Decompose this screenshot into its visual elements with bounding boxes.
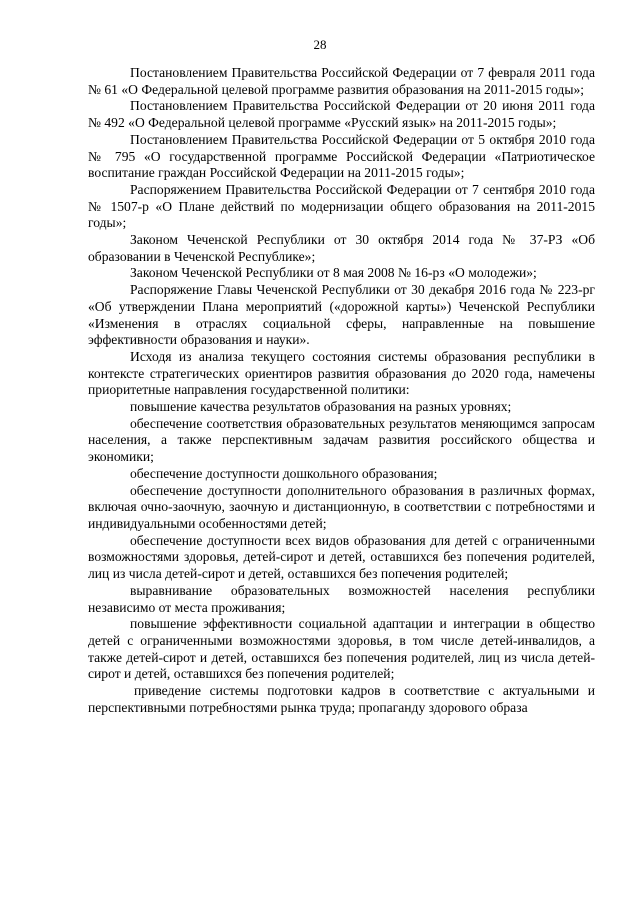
paragraph-decree-492: Постановлением Правительства Российской Федерации от 20 июня 2011 года № 492 «О Федеральной целевой программе «Русский язык» на 2011-2015 годы»; bbox=[88, 98, 595, 131]
paragraph-law-37: Законом Чеченской Республики от 30 октября 2014 года № 37-РЗ «Об образовании в Чеченской Республике»; bbox=[88, 232, 595, 264]
document-body bbox=[88, 65, 595, 716]
paragraph-order-1507: Распоряжением Правительства Российской Федерации от 7 сентября 2010 года № 1507-р «О Плане действий по модернизации общего образования на 2011-2015 годы»; bbox=[88, 181, 595, 231]
paragraph-decree-795: Постановлением Правительства Российской Федерации от 5 октября 2010 года № 795 «О государственной программе Российской Федерации «Патриотическое воспитание граждан Российской Федерации на 2011-2015 годы»; bbox=[88, 131, 595, 181]
page-number: 28 bbox=[313, 37, 327, 52]
paragraph-priority-equalization: выравнивание образовательных возможностей населения республики независимо от места проживания; bbox=[88, 582, 595, 615]
paragraph-decree-61: Постановлением Правительства Российской Федерации от 7 февраля 2011 года № 61 «О Федеральной целевой программе развития образования на 2011-2015 годы»; bbox=[88, 65, 595, 97]
paragraph-priority-accessibility: обеспечение доступности всех видов образования для детей с ограниченными возможностями здоровья, детей-сирот и детей, оставшихся без попечения родителей, лиц из числа детей-сирот и детей, оставшихся без попечения родителей; bbox=[88, 532, 595, 582]
paragraph-priority-training: приведение системы подготовки кадров в соответствие с актуальными и перспективными потребностями рынка труда; пропаганду здорового образа bbox=[88, 683, 595, 715]
paragraph-priority-preschool: обеспечение доступности дошкольного образования; bbox=[130, 465, 438, 481]
paragraph-priority-quality: повышение качества результатов образования на разных уровнях; bbox=[130, 399, 512, 415]
paragraph-law-16: Законом Чеченской Республики от 8 мая 2008 № 16-рз «О молодежи»; bbox=[130, 265, 537, 281]
paragraph-analysis-intro: Исходя из анализа текущего состояния системы образования республики в контексте стратегических ориентиров развития образования до 2020 года, намечены приоритетные направления государственной политики: bbox=[88, 348, 595, 398]
paragraph-priority-compliance: обеспечение соответствия образовательных результатов меняющимся запросам населения, а также перспективным задачам развития российского общества и экономики; bbox=[88, 415, 595, 465]
paragraph-priority-adaptation: повышение эффективности социальной адаптации и интеграции в общество детей с ограниченными возможностями здоровья, в том числе детей-инвалидов, а также детей-сирот и детей, оставшихся без попечения родителей, лиц из числа детей-сирот и детей, оставшихся без попечения родителей; bbox=[88, 616, 595, 682]
paragraph-priority-additional: обеспечение доступности дополнительного образования в различных формах, включая очно-заочную, заочную и дистанционную, в соответствии с потребностями и индивидуальными особенностями детей; bbox=[88, 482, 595, 531]
paragraph-order-223: Распоряжение Главы Чеченской Республики от 30 декабря 2016 года № 223-рг «Об утверждении Плана мероприятий («дорожной карты») Чеченской Республики «Изменения в отраслях социальной сферы, направленные на повышение эффективности образования и науки». bbox=[88, 282, 595, 348]
